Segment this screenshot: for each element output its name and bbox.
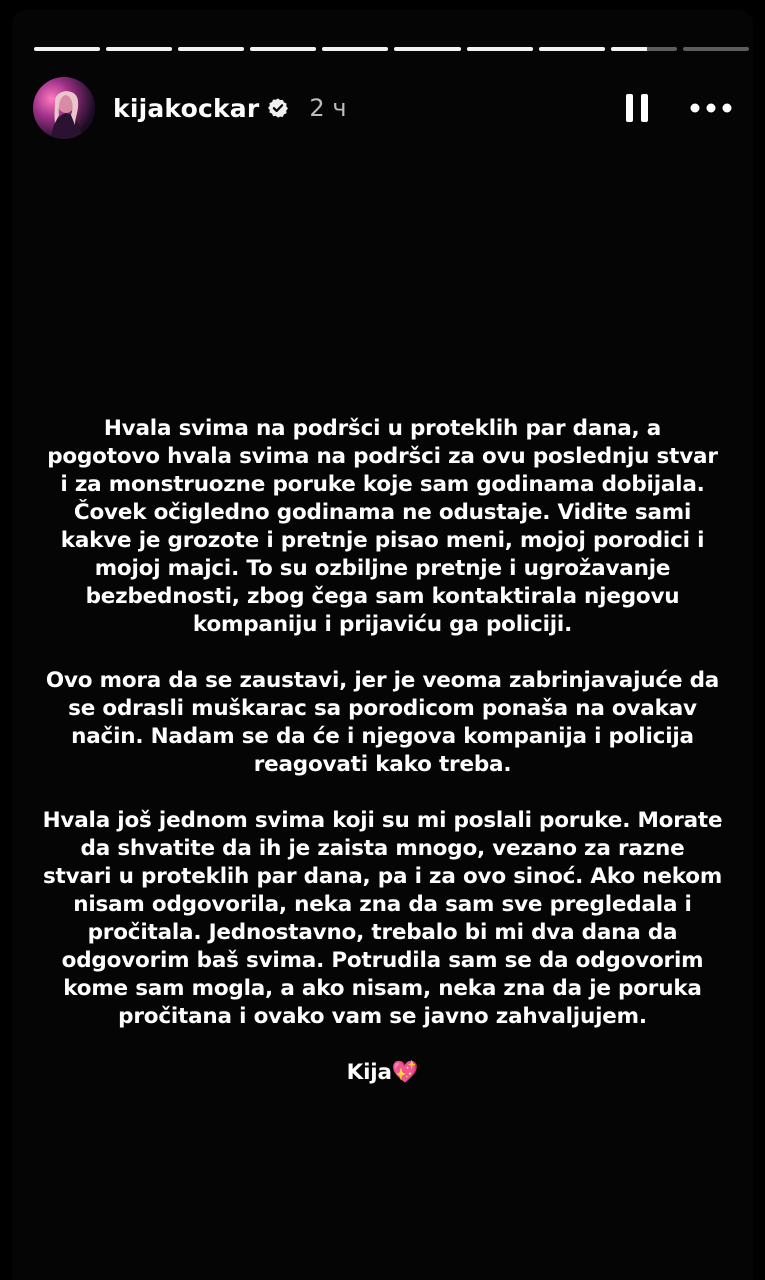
story-text-line: odgovorim baš svima. Potrudila sam se da odgovorim (61, 948, 704, 973)
progress-segment-fill (467, 47, 533, 51)
progress-segment (322, 47, 388, 51)
progress-segment (683, 47, 749, 51)
story-text-line: kompaniju i prijaviću ga policiji. (192, 612, 573, 637)
progress-segment (394, 47, 460, 51)
progress-segment (467, 47, 533, 51)
story-header (33, 76, 735, 140)
story-progress-bar (34, 47, 749, 51)
story-text-line: Hvala još jednom svima koji su mi poslali poruke. Morate (42, 808, 723, 833)
progress-segment (34, 47, 100, 51)
progress-segment-fill (394, 47, 460, 51)
story-paragraph (42, 415, 723, 639)
verified-badge-icon (267, 97, 289, 119)
story-text-line: reagovati kako treba. (253, 752, 512, 777)
progress-segment-fill (539, 47, 605, 51)
progress-segment (539, 47, 605, 51)
story-text-line: nisam odgovorila, neka zna da sam sve pregledala i (73, 892, 692, 917)
story-signature: Kija💖 (346, 1060, 419, 1085)
story-paragraph (42, 667, 723, 779)
progress-segment-fill (178, 47, 244, 51)
story-text-line: Hvala svima na podršci u proteklih par dana, a (103, 416, 662, 441)
username[interactable]: kijakockar (113, 93, 260, 123)
story-text-line: pročitala. Jednostavno, trebalo bi mi dva dana da (87, 920, 678, 945)
story-timestamp: 2 ч (309, 94, 347, 122)
story-text-line: mojoj majci. To su ozbiljne pretnje i ugrožavanje (94, 556, 671, 581)
story-text-line: Ovo mora da se zaustavi, jer je veoma zabrinjavajuće da (45, 668, 720, 693)
progress-segment-fill (34, 47, 100, 51)
progress-segment-fill (611, 47, 647, 51)
progress-segment-fill (250, 47, 316, 51)
avatar-photo (33, 77, 95, 139)
avatar[interactable] (33, 77, 95, 139)
progress-segment-fill (106, 47, 172, 51)
story-text (42, 415, 723, 1087)
pause-icon (624, 93, 650, 123)
pause-button[interactable] (617, 88, 657, 128)
story-text-line: Čovek očigledno godinama ne odustaje. Vidite sami (73, 500, 692, 525)
story-text-line: se odrasli muškarac sa porodicom ponaša na ovakav (68, 696, 697, 721)
progress-segment (178, 47, 244, 51)
story-paragraph (42, 807, 723, 1031)
story-text-line: kome sam mogla, a ako nisam, neka zna da je poruka (63, 976, 702, 1001)
progress-segment (611, 47, 677, 51)
progress-segment (250, 47, 316, 51)
story-text-line: da shvatite da ih je zaista mnogo, vezano za razne (80, 836, 685, 861)
more-options-button[interactable] (687, 88, 735, 128)
progress-segment-fill (322, 47, 388, 51)
story-viewer[interactable] (12, 10, 753, 1280)
story-text-line: bezbednosti, zbog čega sam kontaktirala njegovu (85, 584, 680, 609)
more-options-icon (689, 103, 733, 113)
progress-segment (106, 47, 172, 51)
story-text-line: kakve je grozote i pretnje pisao meni, mojoj porodici i (60, 528, 705, 553)
story-text-line: pogotovo hvala svima na podršci za ovu poslednju stvar (47, 444, 718, 469)
story-text-line: i za monstruozne poruke koje sam godinama dobijala. (60, 472, 705, 497)
story-text-line: pročitana i ovako vam se javno zahvaljujem. (118, 1004, 647, 1029)
story-text-line: stvari u proteklih par dana, pa i za ovo sinoć. Ako nekom (42, 864, 723, 889)
story-text-line: način. Nadam se da će i njegova kompanija i policija (71, 724, 694, 749)
